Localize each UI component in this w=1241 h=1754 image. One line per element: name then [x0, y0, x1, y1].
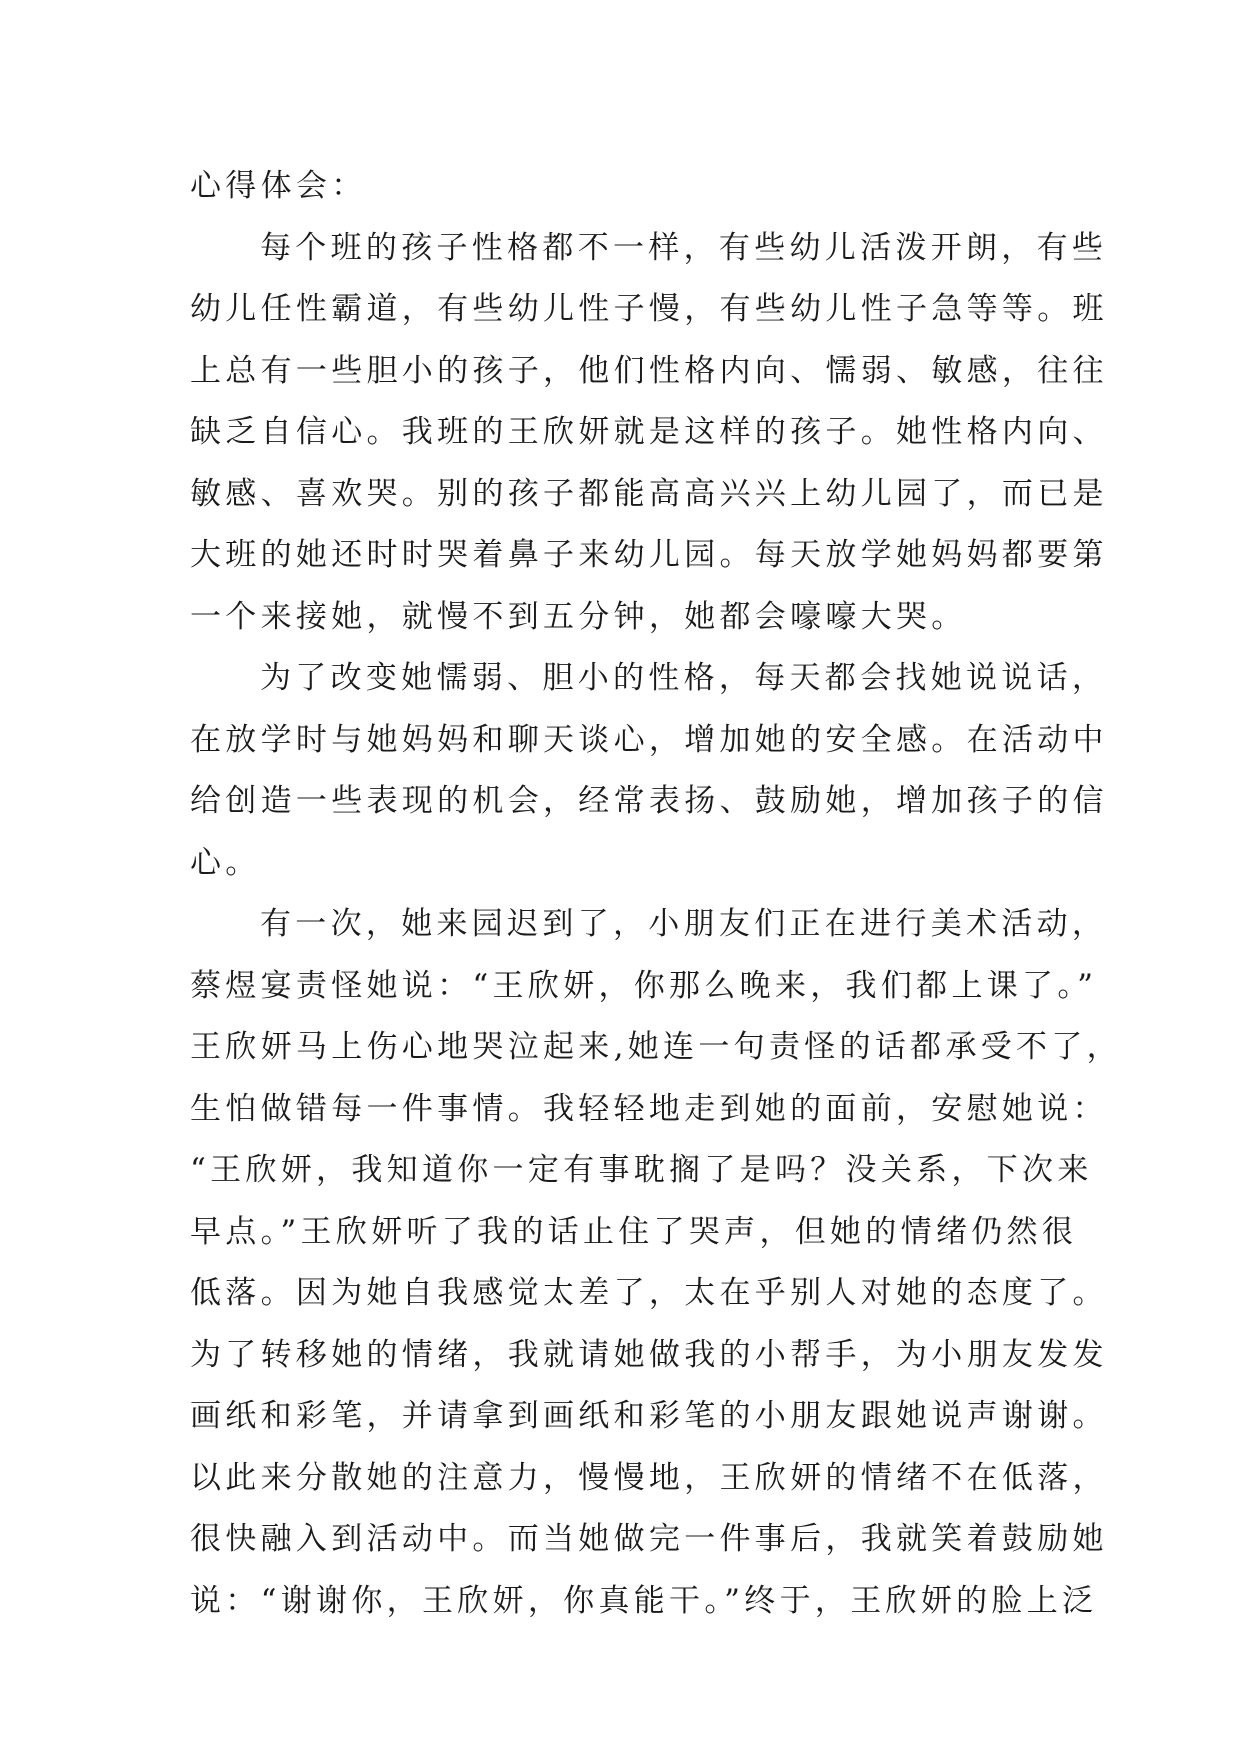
document-heading: 心得体会：	[190, 168, 367, 204]
text-line: 很快融入到活动中。而当她做完一件事后，我就笑着鼓励她	[190, 1521, 1108, 1557]
text-line: 缺乏自信心。我班的王欣妍就是这样的孩子。她性格内向、	[190, 414, 1108, 450]
text-line: 低落。因为她自我感觉太差了，太在乎别人对她的态度了。	[190, 1275, 1108, 1311]
text-line: 蔡煜宴责怪她说：“王欣妍，你那么晚来，我们都上课了。”	[190, 967, 1098, 1004]
text-line: 上总有一些胆小的孩子，他们性格内向、懦弱、敏感，往往	[190, 352, 1108, 389]
text-line: 心。	[190, 844, 261, 881]
text-line: 以此来分散她的注意力，慢慢地，王欣妍的情绪不在低落，	[190, 1459, 1108, 1496]
text-line-paragraph-1-start: 每个班的孩子性格都不一样，有些幼儿活泼开朗，有些	[260, 229, 1108, 266]
text-line: 王欣妍马上伤心地哭泣起来,她连一句责怪的话都承受不了，	[190, 1029, 1122, 1065]
text-line: 在放学时与她妈妈和聊天谈心，增加她的安全感。在活动中	[190, 721, 1108, 758]
text-line: 为了转移她的情绪，我就请她做我的小帮手，为小朋友发发	[190, 1336, 1108, 1373]
text-line: 给创造一些表现的机会，经常表扬、鼓励她，增加孩子的信	[190, 783, 1108, 819]
text-line-paragraph-2-start: 为了改变她懦弱、胆小的性格，每天都会找她说说话，	[260, 660, 1108, 696]
text-line: 幼儿任性霸道，有些幼儿性子慢，有些幼儿性子急等等。班	[190, 291, 1108, 327]
text-line-paragraph-3-start: 有一次，她来园迟到了，小朋友们正在进行美术活动，	[260, 906, 1108, 942]
text-line: 早点。”王欣妍听了我的话止住了哭声，但她的情绪仍然很	[190, 1213, 1078, 1250]
text-line: 画纸和彩笔，并请拿到画纸和彩笔的小朋友跟她说声谢谢。	[190, 1398, 1108, 1434]
text-line: “王欣妍，我知道你一定有事耽搁了是吗？没关系，下次来	[190, 1152, 1093, 1188]
text-line: 生怕做错每一件事情。我轻轻地走到她的面前，安慰她说：	[190, 1090, 1108, 1127]
document-body	[190, 156, 1122, 1632]
text-line: 敏感、喜欢哭。别的孩子都能高高兴兴上幼儿园了，而已是	[190, 475, 1108, 512]
text-line: 一个来接她，就慢不到五分钟，她都会嚎嚎大哭。	[190, 598, 967, 635]
text-line: 大班的她还时时哭着鼻子来幼儿园。每天放学她妈妈都要第	[190, 537, 1108, 573]
text-line: 说：“谢谢你，王欣妍，你真能干。”终于，王欣妍的脸上泛	[190, 1582, 1098, 1619]
